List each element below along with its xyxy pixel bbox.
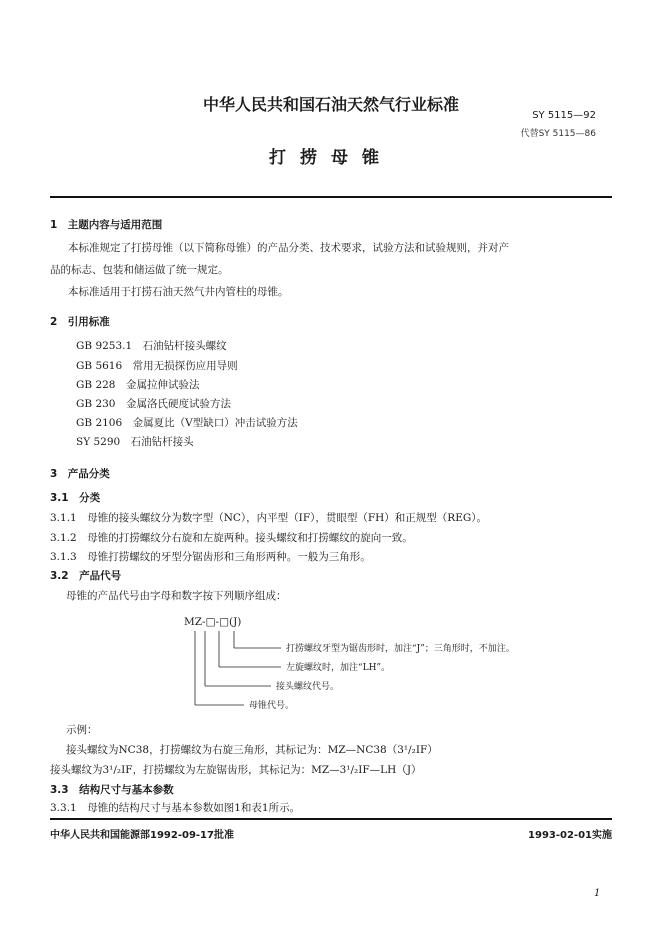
- section-3-1-2: 3.1.2 母锥的打捞螺纹分右旋和左旋两种。接头螺纹和打捞螺纹的旋向一致。: [50, 532, 413, 544]
- footer-rule: [50, 818, 612, 820]
- diagram-label-left-hand: 左旋螺纹时，加注“LH”。: [286, 663, 391, 673]
- section-3-3-1: 3.3.1 母锥的结构尺寸与基本参数如图1和表1所示。: [50, 802, 301, 814]
- section-3-1-3: 3.1.3 母锥打捞螺纹的牙型分锯齿形和三角形两种。一般为三角形。: [50, 551, 371, 563]
- reference-item: GB 230 金属洛氏硬度试验方法: [76, 398, 231, 410]
- standard-code: SY 5115—92: [532, 110, 596, 121]
- example-heading: 示例：: [66, 724, 98, 736]
- section-1-paragraph-1-line-1: 本标准规定了打捞母锥（以下简称母锥）的产品分类、技术要求，试验方法和试验规则，并对产: [68, 242, 509, 254]
- section-1-paragraph-1-line-2: 品的标志、包装和储运做了统一规定。: [50, 264, 229, 276]
- document-title: 打捞母锥: [269, 148, 393, 168]
- example-1: 接头螺纹为NC38，打捞螺纹为右旋三角形，其标记为：MZ—NC38（3¹/₂IF）: [66, 744, 438, 756]
- effective-date: 1993-02-01实施: [528, 830, 612, 841]
- reference-item: GB 2106 金属夏比（V型缺口）冲击试验方法: [76, 417, 298, 429]
- reference-item: GB 5616 常用无损探伤应用导则: [76, 360, 238, 372]
- section-3-2-text: 母锥的产品代号由字母和数字按下列顺序组成：: [66, 590, 287, 602]
- approval-date: 中华人民共和国能源部1992-09-17批准: [50, 830, 234, 841]
- section-1-paragraph-2: 本标准适用于打捞石油天然气井内管柱的母锥。: [68, 286, 289, 298]
- section-3-1-heading: 3.1 分类: [50, 492, 101, 504]
- diagram-label-product-code: 母锥代号。: [249, 701, 295, 711]
- page-number: 1: [594, 888, 601, 899]
- product-code-pattern: MZ-□-□(J): [184, 616, 242, 628]
- diagram-label-thread-profile: 打捞螺纹牙型为锯齿形时，加注“J”；三角形时，不加注。: [286, 644, 515, 654]
- example-2: 接头螺纹为3¹/₂IF，打捞螺纹为左旋锯齿形，其标记为：MZ—3¹/₂IF—LH（J）: [50, 764, 422, 776]
- section-3-3-heading: 3.3 结构尺寸与基本参数: [50, 784, 174, 796]
- section-3-2-heading: 3.2 产品代号: [50, 570, 122, 582]
- org-title: 中华人民共和国石油天然气行业标准: [202, 95, 459, 114]
- section-3-heading: 3 产品分类: [50, 468, 110, 480]
- reference-item: GB 228 金属拉伸试验法: [76, 379, 200, 391]
- reference-item: GB 9253.1 石油钻杆接头螺纹: [76, 340, 227, 352]
- section-1-heading: 1 主题内容与适用范围: [50, 219, 163, 231]
- section-3-1-1: 3.1.1 母锥的接头螺纹分为数字型（NC），内平型（IF），贯眼型（FH）和正规型（REG）。: [50, 512, 488, 524]
- diagram-label-connection-thread: 接头螺纹代号。: [276, 682, 340, 692]
- reference-item: SY 5290 石油钻杆接头: [76, 436, 194, 448]
- section-2-heading: 2 引用标准: [50, 316, 110, 328]
- replaces-standard: 代替SY 5115—86: [520, 129, 596, 139]
